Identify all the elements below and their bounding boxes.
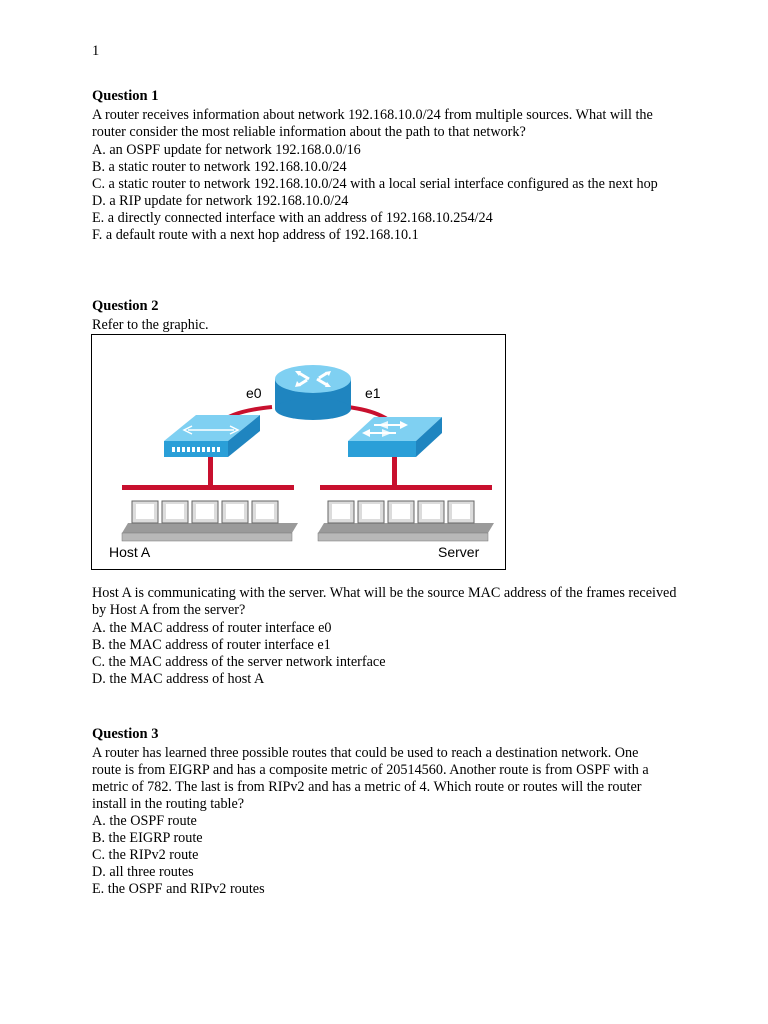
label-e0: e0 [246, 385, 262, 401]
question-3-options [92, 813, 682, 898]
question-3-text: A router has learned three possible routes that could be used to reach a destination network. One route is from EIGRP and has a composite metric of 20514560. Another route is from OSPF with a metric of 782. The last is from RIPv2 and has a metric of 4. Which route or routes will the router install in the routing table? [92, 745, 649, 812]
option-c: C. the RIPv2 route [92, 847, 199, 863]
option-e: E. the OSPF and RIPv2 routes [92, 881, 265, 897]
label-server: Server [438, 544, 480, 560]
option-a: A. the MAC address of router interface e0 [92, 620, 332, 636]
question-1-title: Question 1 [92, 88, 159, 104]
question-1-text [92, 107, 672, 141]
label-host-a: Host A [109, 544, 151, 560]
question-2-intro: Refer to the graphic. [92, 317, 209, 333]
right-workstations [318, 501, 494, 541]
option-d: D. the MAC address of host A [92, 671, 265, 687]
right-switch-icon [348, 417, 442, 457]
question-1-options [92, 142, 682, 244]
question-3-title: Question 3 [92, 726, 159, 742]
option-d: D. all three routes [92, 864, 194, 880]
option-a: A. the OSPF route [92, 813, 197, 829]
question-2-options [92, 620, 682, 688]
option-c: C. a static router to network 192.168.10.0/24 with a local serial interface configured as the next hop [92, 176, 658, 192]
left-switch-icon [164, 415, 260, 457]
label-e1: e1 [365, 385, 381, 401]
question-2-text: Host A is communicating with the server. What will be the source MAC address of the frames received by Host A from the server? [92, 585, 677, 618]
page-number: 1 [92, 43, 100, 59]
right-lan-bus [320, 485, 492, 490]
option-f: F. a default route with a next hop address of 192.168.10.1 [92, 227, 419, 243]
option-d: D. a RIP update for network 192.168.10.0/24 [92, 193, 349, 209]
option-e: E. a directly connected interface with an address of 192.168.10.254/24 [92, 210, 493, 226]
network-diagram-svg [92, 335, 505, 569]
option-a: A. an OSPF update for network 192.168.0.0/16 [92, 142, 361, 158]
right-uplink [392, 455, 397, 485]
option-c: C. the MAC address of the server network interface [92, 654, 386, 670]
left-workstations [122, 501, 298, 541]
option-b: B. the EIGRP route [92, 830, 203, 846]
left-lan-bus [122, 485, 294, 490]
router-icon [275, 365, 351, 420]
left-uplink [208, 455, 213, 485]
question-2-title: Question 2 [92, 298, 159, 314]
network-diagram [91, 334, 506, 570]
option-b: B. the MAC address of router interface e1 [92, 637, 331, 653]
option-b: B. a static router to network 192.168.10.0/24 [92, 159, 347, 175]
question-1-body: A router receives information about network 192.168.10.0/24 from multiple sources. What will the router consider the most reliable information about the path to that network? [92, 107, 653, 140]
